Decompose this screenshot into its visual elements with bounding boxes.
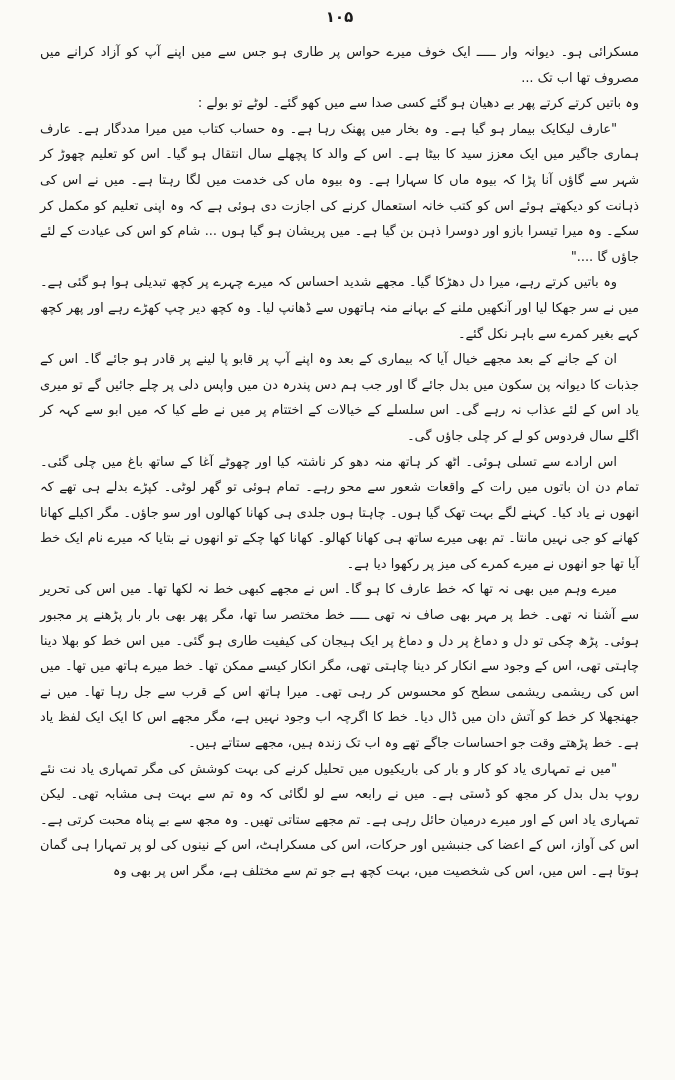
paragraph: میرے وہم میں بھی نہ تھا کہ خط عارف کا ہو گا۔ اس نے مجھے کبھی خط نہ لکھا تھا۔ میں اس کی تحریر سے آشنا نہ تھی۔ خط پر مہر بھی صاف نہ تھی ـــــ خط مختصر سا تھا، مگر پھر بھی بار بار پڑھنے پر مجبور ہوئی۔ پڑھ چکی تو دل و دماغ پر دل و دماغ پر ایک ہیجان کی کیفیت طاری ہو گئی۔ میں اس خط کو بھلا دینا چاہتی تھی، اس کے وجود سے انکار کر دینا چاہتی تھی، مگر انکار کیسے ممکن تھا۔ خط میرے ہاتھ میں تھا۔ میں اس کی ریشمی ریشمی سطح کو محسوس کر رہی تھی۔ میرا ہاتھ اس کے قرب سے جل رہا تھا۔ میں نے جھنجھلا کر خط کو آتش دان میں ڈال دیا۔ خط کا اگرچہ اب وجود نہیں ہے، مگر مجھے اس کا ایک ایک لفظ یاد ہے۔ خط پڑھتے وقت جو احساسات جاگے تھے وہ اب تک زندہ ہیں، مجھے ستاتے ہیں۔ <box>40 582 639 752</box>
letter-quote-paragraph: "میں نے تمہاری یاد کو کار و بار کی باریکیوں میں تحلیل کرنے کی بہت کوشش کی مگر تمہاری یاد نت نئے روپ بدل بدل کر مجھ کو ڈستی ہے۔ میں نے رابعہ سے لو لگائی کہ وہ تم سے بہت ہی مشابہ تھی۔ لیکن تمہاری یاد اس کے اور میرے درمیان حائل رہی ہے۔ تم مجھے ستاتی تھیں۔ وہ مجھ سے بے پناہ محبت کرتی ہے۔ اس کی آواز، اس کے اعضا کی جنبشیں اور حرکات، اس کی مسکراہٹ، اس کے نینوں کی لو پر تمہارا ہی گمان ہوتا ہے۔ اس میں، اس کی شخصیت میں، بہت کچھ ہے جو تم سے مختلف ہے، مگر اس پر بھی وہ <box>40 761 639 879</box>
page-number: ۱۰۵ <box>325 8 354 26</box>
paragraph: مسکرائی ہو۔ دیوانہ وار ـــــ ایک خوف میرے حواس پر طاری ہو جس سے میں اپنے آپ کو آزاد کرانے میں مصروف تھا اب تک ... <box>40 45 639 86</box>
paragraph: وہ باتیں کرتے رہے، میرا دل دھڑکا گیا۔ مجھے شدید احساس کہ میرے چہرے پر کچھ تبدیلی ہوا ہو گئی ہے۔ میں نے سر جھکا لیا اور آنکھیں ملنے کے بہانے منہ ہاتھوں سے ڈھانپ لیا۔ وہ کچھ دیر چپ کھڑے رہے اور پھر کچھ کہے بغیر کمرے سے باہر نکل گئے۔ <box>40 275 639 342</box>
paragraph: اس ارادے سے تسلی ہوئی۔ اٹھ کر ہاتھ منہ دھو کر ناشتہ کیا اور چھوٹے آغا کے ساتھ باغ میں چلی گئی۔ تمام دن ان باتوں میں رات کے واقعات شعور سے محو رہے۔ تمام ہوئی تو گھر لوٹی۔ کپڑے بدلے ہی تھے کہ انھوں نے یاد کیا۔ کہنے لگے بہت تھک گیا ہوں۔ چاہتا ہوں جلدی ہی کھانا کھالوں اور سو جاؤں۔ مگر اکیلے کھانا کھانے کو جی نہیں مانتا۔ تم بھی میرے ساتھ ہی کھانا کھالو۔ کھانا کھا چکے تو انھوں نے بتایا کہ میرے نام ایک خط آیا تھا جو انھوں نے میرے کمرے کی میز پر رکھوا دیا ہے۔ <box>40 454 639 572</box>
paragraph: وہ باتیں کرتے کرتے پھر بے دھیان ہو گئے کسی صدا سے میں کھو گئے۔ لوٹے تو بولے : <box>197 96 639 112</box>
quoted-paragraph: "عارف لیکایک بیمار ہو گیا ہے۔ وہ بخار میں پھنک رہا ہے۔ وہ حساب کتاب میں میرا مددگار ہے۔ عارف ہماری جاگیر میں ایک معزز سید کا بیٹا ہے۔ اس کے والد کا پچھلے سال انتقال ہو گیا۔ اس کو تعلیم چھوڑ کر شہر سے گاؤں آنا پڑا کہ بیوہ ماں کا سہارا ہے۔ وہ بیوہ ماں کی خدمت میں لگا رہتا ہے۔ میں نے اس کی ذہانت کو دیکھتے ہوئے اس کو کتب خانہ استعمال کرنے کی اجازت دی ہوئی ہے کہ وہ اپنی تعلیم کو مکمل کر سکے۔ وہ میرا تیسرا بازو اور دوسرا ذہن بن گیا ہے۔ میں پریشان ہو گیا ہوں ... شام کو اس کی عیادت کے لئے جاؤں گا ...." <box>40 121 639 265</box>
body-text <box>40 40 639 885</box>
paragraph: ان کے جانے کے بعد مجھے خیال آیا کہ بیماری کے بعد وہ اپنے آپ پر قابو پا لینے پر قادر ہو جائے گا۔ اس کے جذبات کا دیوانہ پن سکون میں بدل جائے گا اور جب ہم دس پندرہ دن میں واپس دلی پر چلے جائیں گے تو میری یاد اس کے لئے عذاب نہ رہے گی۔ اس سلسلے کے خیالات کے اختتام پر میں نے طے کیا کہ میں ابو سے کہہ کر اگلے سال فردوس کو لے کر چلی جاؤں گی۔ <box>40 352 639 444</box>
